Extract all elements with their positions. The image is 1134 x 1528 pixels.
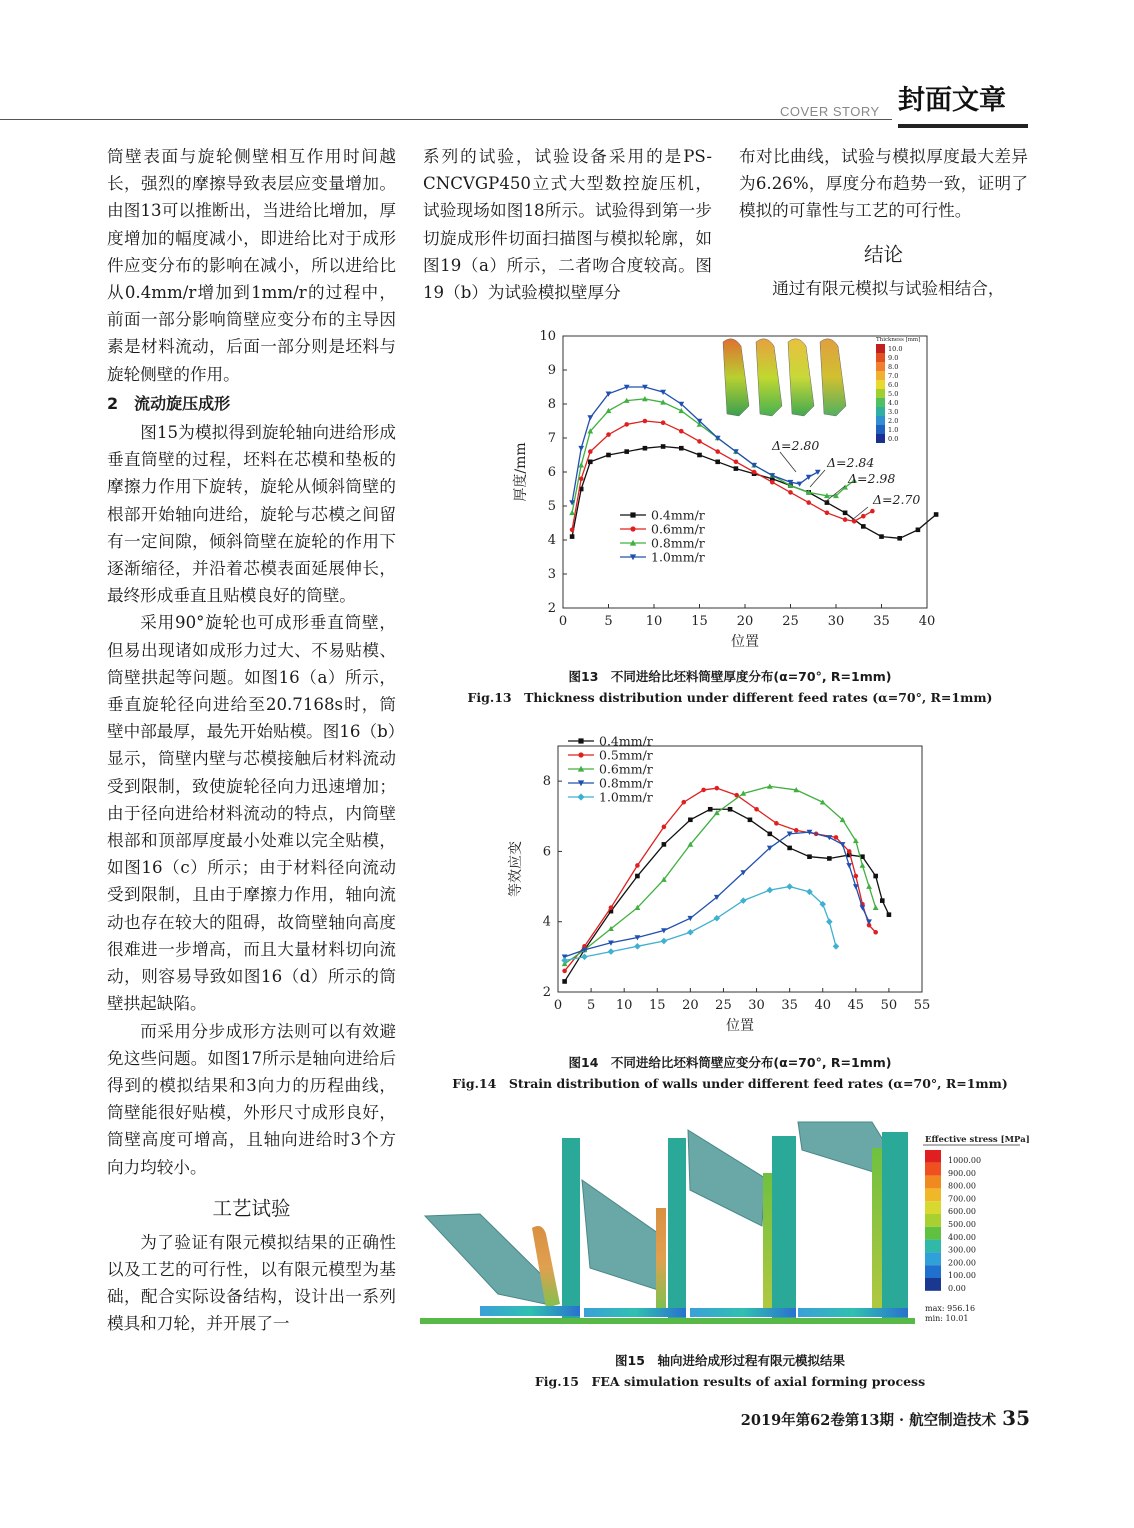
thickness-contour-inset (723, 337, 920, 443)
data-point (786, 883, 793, 890)
contour-part (788, 339, 814, 416)
col1-paragraph-5: 为了验证有限元模拟结果的正确性以及工艺的可行性，以有限元模型为基础，配合实际设备结构，设计出一系列模具和刀轮，并开展了一 (107, 1232, 396, 1334)
data-point (770, 480, 775, 485)
data-point (843, 511, 848, 516)
x-tick-label: 35 (781, 998, 798, 1013)
fea-frame-1 (425, 1138, 580, 1318)
data-point (609, 905, 614, 910)
data-point (679, 429, 684, 434)
y-tick-label: 4 (547, 533, 556, 548)
figure-14-caption-en: Fig.14 Strain distribution of walls under different feed rates (α=70°, R=1mm) (452, 1076, 1008, 1091)
stress-legend-value: 100.00 (948, 1271, 976, 1281)
annotation-leader (780, 452, 796, 472)
data-point (752, 470, 757, 475)
data-point (766, 887, 773, 894)
stress-legend-value: 200.00 (948, 1258, 976, 1268)
data-point (588, 460, 593, 465)
legend-entry: 0.4mm/r (599, 733, 653, 749)
data-point (861, 524, 866, 529)
stress-legend-value: 300.00 (948, 1245, 976, 1255)
page-number: 35 (1002, 1406, 1030, 1430)
figure-13-caption (430, 666, 1030, 708)
legend-entry: 0.4mm/r (651, 507, 705, 523)
stress-legend-swatch (925, 1240, 941, 1253)
data-point (643, 419, 648, 424)
figure-13-thickness-chart (490, 322, 960, 662)
data-point (734, 460, 739, 465)
col1-paragraph-4: 而采用分步成形方法则可以有效避免这些问题。如图17所示是轴向进给后得到的模拟结果和3向力的历程曲线，筒壁能很好贴模，外形尺寸成形良好，筒壁高度可增高，且轴向进给时3个方向力均较小。 (107, 1021, 396, 1177)
data-point (662, 842, 667, 847)
data-point (697, 439, 702, 444)
data-point (846, 863, 852, 868)
legend-entry: 1.0mm/r (599, 789, 653, 805)
stress-legend (923, 1135, 1030, 1323)
stress-legend-swatch (925, 1188, 941, 1201)
inset-legend-value: 7.0 (888, 372, 899, 380)
x-tick-label: 5 (604, 614, 613, 629)
data-point (715, 460, 720, 465)
stress-legend-value: 1000.00 (948, 1156, 982, 1165)
x-axis-label: 位置 (726, 1018, 754, 1034)
data-point (834, 835, 839, 840)
data-point (815, 470, 821, 475)
stress-legend-swatch (925, 1214, 941, 1227)
inset-legend-swatch (876, 398, 885, 407)
heading-conclusion: 结论 (863, 242, 903, 266)
col3-paragraph-1: 布对比曲线，试验与模拟厚度最大差异为6.26%，厚度分布趋势一致，证明了模拟的可靠性与工艺的可行性。 (739, 147, 1028, 221)
figure-14-caption (430, 1052, 1030, 1094)
stress-legend-title: Effective stress [MPa] (925, 1135, 1030, 1145)
stress-max-label: max: 956.16 (925, 1304, 976, 1313)
data-point (787, 846, 792, 851)
data-point (825, 511, 830, 516)
stress-legend-swatch (925, 1227, 941, 1240)
y-axis-label: 等效应变 (508, 841, 524, 897)
data-point (570, 528, 575, 533)
data-point (701, 788, 706, 793)
x-tick-label: 30 (827, 614, 845, 629)
legend-entry: 0.6mm/r (599, 761, 653, 777)
x-tick-label: 15 (691, 614, 708, 629)
fea-base-plate (420, 1318, 915, 1324)
data-point (873, 905, 879, 910)
y-tick-label: 2 (547, 601, 556, 616)
x-tick-label: 40 (918, 614, 936, 629)
x-tick-label: 10 (615, 998, 633, 1013)
data-point (662, 825, 667, 830)
contour-part (723, 339, 749, 416)
stress-legend-value: 400.00 (948, 1232, 976, 1242)
stress-legend-swatch (925, 1278, 941, 1291)
data-point (579, 477, 584, 482)
inset-legend-value: 5.0 (888, 390, 899, 398)
data-point (879, 534, 884, 539)
inset-legend-swatch (876, 416, 885, 425)
series-0.4mm/r (562, 807, 891, 984)
x-tick-label: 15 (648, 998, 666, 1013)
inset-legend-value: 2.0 (888, 417, 899, 425)
data-point (661, 444, 666, 449)
y-tick-label: 4 (542, 914, 551, 930)
legend-marker (630, 526, 635, 531)
data-point (897, 536, 902, 541)
inset-legend-value: 8.0 (888, 363, 899, 371)
stress-legend-value: 800.00 (948, 1181, 976, 1191)
stress-legend-swatch (925, 1252, 941, 1265)
series-0.6mm/r (562, 784, 879, 967)
y-tick-label: 7 (547, 431, 556, 446)
data-point (833, 943, 840, 950)
data-point (587, 415, 593, 420)
figure-14-strain-chart (500, 728, 960, 1048)
delta-annotation: Δ=2.70 (873, 492, 921, 507)
inset-legend-value: 6.0 (888, 381, 899, 389)
y-tick-label: 9 (547, 363, 556, 378)
data-point (606, 432, 611, 437)
figure-15-caption-en: Fig.15 FEA simulation results of axial forming process (534, 1374, 926, 1389)
data-point (843, 517, 848, 522)
header-cover-story: COVER STORY (780, 104, 880, 119)
contour-part (756, 339, 782, 416)
y-tick-label: 8 (547, 397, 556, 412)
y-tick-label: 10 (539, 329, 556, 344)
stress-legend-swatch (925, 1265, 941, 1278)
delta-annotation: Δ=2.80 (772, 438, 820, 453)
inset-legend-swatch (876, 362, 885, 371)
x-tick-label: 0 (553, 998, 563, 1013)
data-point (873, 874, 878, 879)
inset-legend-swatch (876, 425, 885, 434)
y-tick-label: 6 (542, 844, 551, 860)
data-point (827, 856, 832, 861)
legend-entry: 0.5mm/r (599, 747, 653, 763)
inset-legend-swatch (876, 353, 885, 362)
contour-part (820, 339, 846, 416)
data-point (788, 490, 793, 495)
fea-frame-3 (688, 1130, 796, 1318)
x-tick-label: 10 (645, 614, 663, 629)
y-tick-label: 6 (547, 465, 556, 480)
data-point (588, 449, 593, 454)
data-point (608, 948, 615, 955)
stress-legend-swatch (925, 1150, 941, 1163)
data-point (797, 482, 803, 487)
figure-13-caption-en: Fig.13 Thickness distribution under different feed rates (α=70°, R=1mm) (467, 690, 993, 705)
x-tick-label: 5 (586, 998, 596, 1013)
delta-annotation: Δ=2.98 (848, 471, 896, 486)
x-axis-label: 位置 (731, 634, 759, 650)
column-3 (739, 143, 1028, 302)
data-point (866, 919, 872, 924)
data-point (854, 874, 859, 879)
data-point (861, 514, 866, 519)
series-line (565, 832, 869, 957)
series-line (565, 809, 889, 981)
y-tick-label: 3 (547, 567, 556, 582)
data-point (826, 918, 833, 925)
header-section-title: 封面文章 (898, 84, 1028, 128)
delta-annotation: Δ=2.84 (827, 455, 875, 470)
data-point (934, 512, 939, 517)
stress-legend-value: 600.00 (948, 1207, 976, 1217)
footer-issue: 2019年第62卷第13期 · 航空制造技术 (740, 1412, 997, 1429)
inset-legend-swatch (876, 389, 885, 398)
data-point (687, 929, 694, 936)
stress-legend-swatch (925, 1163, 941, 1176)
data-point (734, 466, 739, 471)
data-point (570, 534, 575, 539)
column-1 (107, 143, 396, 1338)
data-point (578, 446, 584, 451)
data-point (873, 930, 878, 935)
inset-legend-swatch (876, 380, 885, 389)
data-point (774, 821, 779, 826)
x-tick-label: 25 (715, 998, 732, 1013)
data-point (634, 943, 641, 950)
data-point (748, 818, 753, 823)
data-point (887, 912, 892, 917)
legend-marker (578, 752, 583, 757)
col1-paragraph-2: 图15为模拟得到旋轮轴向进给形成垂直筒壁的过程，坯料在芯模和垫板的摩擦力作用下旋转，旋轮从倾斜筒壁的根部开始轴向进给，旋轮与芯模之间留有一定间隙，倾斜筒壁在旋轮的作用下逐渐缩径，并沿着芯模表面延展伸长，最终形成垂直且贴模良好的筒壁。 (107, 423, 396, 606)
col1-paragraph-1: 筒壁表面与旋轮侧壁相互作用时间越长，强烈的摩擦导致表层应变量增加。由图13可以推断出，当进给比增加，厚度增加的幅度减小，即进给比对于成形件应变分布的影响在减小，所以进给比从0.4mm/r增加到1mm/r的过程中，前面一部分影响筒壁应变分布的主导因素是材料流动，后面一部分则是坯料与旋轮侧壁的作用。 (107, 147, 396, 384)
data-point (679, 446, 684, 451)
data-point (569, 510, 575, 515)
series-line (572, 399, 854, 513)
y-tick-label: 2 (542, 985, 551, 1000)
legend-marker (630, 512, 635, 517)
x-tick-label: 20 (682, 998, 699, 1013)
stress-legend-swatch (925, 1176, 941, 1189)
data-point (635, 863, 640, 868)
x-tick-label: 20 (736, 614, 754, 629)
series-0.5mm/r (562, 786, 878, 973)
inset-legend-swatch (876, 407, 885, 416)
y-tick-label: 8 (542, 774, 551, 790)
data-point (728, 807, 733, 812)
data-point (643, 446, 648, 451)
legend-entry: 0.8mm/r (651, 535, 705, 551)
data-point (606, 453, 611, 458)
data-point (870, 509, 875, 514)
col2-paragraph-1: 系列的试验，试验设备采用的是PS-CNCVGP450立式大型数控旋压机，试验现场如图18所示。试验得到第一步切旋成形件切面扫描图与模拟轮廓，如图19（a）所示，二者吻合度较高。图19（b）为试验模拟壁厚分 (423, 147, 712, 303)
inset-legend-value: 9.0 (888, 354, 899, 362)
stress-min-label: min: 10.01 (925, 1314, 969, 1323)
stress-legend-value: 700.00 (948, 1194, 976, 1204)
inset-legend-swatch (876, 344, 885, 353)
x-tick-label: 55 (913, 998, 931, 1013)
x-tick-label: 0 (558, 614, 568, 629)
data-point (860, 863, 866, 868)
figure-14-caption-cn: 图14 不同进给比坯料筒壁应变分布(α=70°, R=1mm) (568, 1055, 892, 1070)
inset-legend-value: 4.0 (888, 399, 899, 407)
data-point (767, 832, 772, 837)
x-tick-label: 50 (880, 998, 898, 1013)
data-point (562, 979, 567, 984)
legend-entry: 1.0mm/r (651, 549, 705, 565)
page-footer (700, 1406, 1030, 1430)
y-tick-label: 5 (547, 499, 556, 514)
fea-frame-2 (582, 1138, 686, 1318)
data-point (660, 390, 666, 395)
inset-legend-value: 1.0 (888, 426, 899, 434)
inset-legend-value: 0.0 (888, 435, 899, 443)
data-point (697, 453, 702, 458)
series-0.6mm/r (570, 419, 875, 532)
heading-process-experiment: 工艺试验 (212, 1196, 291, 1220)
section-heading-2: 2 流动旋压成形 (107, 393, 231, 413)
data-point (754, 807, 759, 812)
x-tick-label: 45 (847, 998, 865, 1013)
data-point (806, 500, 811, 505)
figure-15-fea-image (420, 1118, 1030, 1333)
stress-legend-value: 0.00 (948, 1284, 966, 1293)
figure-15-caption (430, 1350, 1030, 1392)
data-point (794, 828, 799, 833)
x-tick-label: 25 (782, 614, 799, 629)
x-tick-label: 40 (814, 998, 832, 1013)
data-point (715, 786, 720, 791)
stress-legend-value: 900.00 (948, 1168, 976, 1178)
data-point (681, 800, 686, 805)
data-point (606, 408, 612, 413)
stress-legend-swatch (925, 1201, 941, 1214)
figure-13-caption-cn: 图13 不同进给比坯料筒壁厚度分布(α=70°, R=1mm) (568, 669, 892, 684)
series-line (565, 887, 836, 961)
figure-15-caption-cn: 图15 轴向进给成形过程有限元模拟结果 (615, 1353, 845, 1368)
legend-entry: 0.8mm/r (599, 775, 653, 791)
data-point (866, 884, 872, 889)
fea-frame-4 (798, 1122, 908, 1318)
inset-legend-swatch (876, 434, 885, 443)
data-point (916, 528, 921, 533)
series-line (565, 786, 876, 963)
inset-legend-swatch (876, 371, 885, 380)
data-point (624, 449, 629, 454)
stress-legend-value: 500.00 (948, 1220, 976, 1229)
header-rule (0, 119, 892, 120)
data-point (715, 449, 720, 454)
data-point (826, 835, 832, 840)
series-0.8mm/r (569, 396, 857, 515)
y-axis-label: 厚度/mm (513, 442, 529, 502)
data-point (708, 807, 713, 812)
legend-marker (577, 793, 584, 800)
data-point (661, 420, 666, 425)
data-point (562, 969, 567, 974)
x-tick-label: 35 (873, 614, 890, 629)
data-point (661, 938, 668, 945)
legend-marker (578, 738, 583, 743)
col1-paragraph-3: 采用90°旋轮也可成形垂直筒壁，但易出现诸如成形力过大、不易贴模、筒壁拱起等问题。如图16（a）所示，垂直旋轮径向进给至20.7168s时，筒壁中部最厚，最先开始贴模。图16（b）显示，筒壁内壁与芯模接触后材料流动受到限制，致使旋轮径向力迅速增加；由于径向进给材料流动的特点，内筒壁根部和顶部厚度最小处难以完全贴模，如图16（c）所示；由于材料径向流动受到限制，且由于摩擦力作用，轴向流动也存在较大的阻碍，故筒壁轴向高度很难进一步增高，而且大量材料切向流动，则容易导致如图16（d）所示的筒壁拱起缺陷。 (107, 613, 396, 1014)
col3-paragraph-2: 通过有限元模拟与试验相结合， (772, 278, 1005, 298)
series-0.8mm/r (562, 830, 872, 960)
data-point (847, 849, 852, 854)
column-2 (423, 143, 712, 306)
annotation-leader (825, 486, 845, 502)
data-point (688, 818, 693, 823)
inset-legend-value: 3.0 (888, 408, 899, 416)
inset-legend-title: Thickness [mm] (876, 337, 921, 343)
data-point (807, 854, 812, 859)
data-point (624, 422, 629, 427)
legend-entry: 0.6mm/r (651, 521, 705, 537)
inset-legend-value: 10.0 (888, 345, 903, 353)
data-point (880, 898, 885, 903)
data-point (635, 874, 640, 879)
x-tick-label: 30 (748, 998, 765, 1013)
